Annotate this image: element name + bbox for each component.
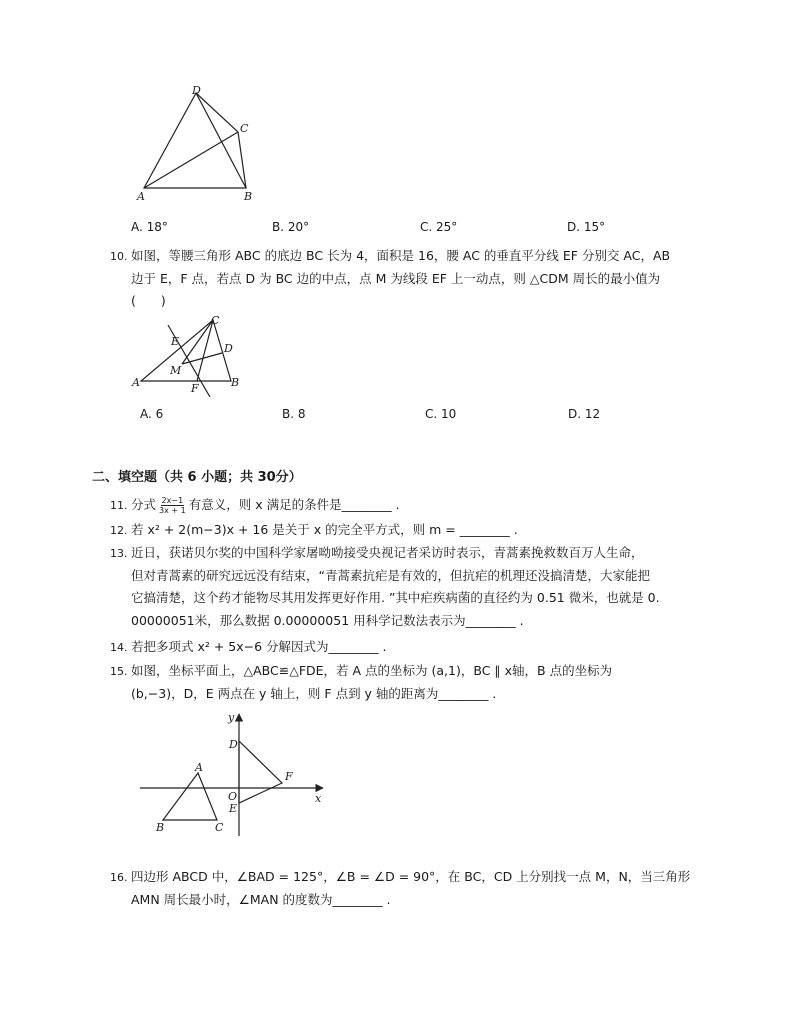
- q10-label-f: F: [191, 382, 199, 395]
- question-text-line: 如图，等腰三角形 ABC 的底边 BC 长为 4，面积是 16，腰 AC 的垂直平分线 EF 分别交 AC，AB: [131, 248, 671, 263]
- question-text-line: 它搞清楚，这个药才能物尽其用发挥更好作用. ”其中疟疾病菌的直径约为 0.51 微米，也就是 0.: [131, 590, 660, 605]
- question-text-line: 但对青蒿素的研究远远没有结束，“青蒿素抗疟是有效的，但抗疟的机理还没搞清楚，大家能把: [131, 567, 650, 583]
- question-11: [110, 494, 710, 517]
- q10-label-e: E: [171, 335, 180, 348]
- question-number: 12.: [110, 524, 128, 537]
- q9-label-a: A: [137, 190, 145, 203]
- q15-label-a: A: [195, 761, 203, 774]
- q9-option-a: A. 18°: [131, 220, 168, 234]
- q15-label-o: O: [228, 790, 238, 803]
- question-15: [110, 660, 710, 705]
- question-number: 11.: [110, 499, 128, 512]
- q11-fraction-denominator: 3x + 1: [159, 505, 186, 515]
- q15-label-c: C: [215, 821, 224, 834]
- q9-label-c: C: [240, 122, 249, 135]
- q15-figure: [135, 708, 335, 838]
- section-title: 二、填空题（共 6 小题；共 30分）: [92, 470, 302, 485]
- q15-label-f: F: [285, 770, 293, 783]
- question-13: [110, 542, 710, 632]
- question-number: 14.: [110, 641, 128, 654]
- q10-figure: [125, 312, 250, 397]
- question-text-line: 边于 E，F 点，若点 D 为 BC 边的中点，点 M 为线段 EF 上一动点，则 △CDM 周长的最小值为: [131, 270, 661, 286]
- question-text-line: 若把多项式 x² + 5x−6 分解因式为________ .: [131, 639, 387, 654]
- q15-label-b: B: [156, 821, 165, 834]
- q9-label-b: B: [244, 190, 253, 203]
- q10-label-a: A: [132, 376, 140, 389]
- q15-label-d: D: [229, 738, 238, 751]
- q9-option-d: D. 15°: [567, 220, 606, 234]
- q15-label-x: x: [315, 792, 322, 805]
- question-text-line: (b,−3)，D，E 两点在 y 轴上，则 F 点到 y 轴的距离为________ .: [131, 685, 497, 701]
- q15-triangle-abc: [163, 773, 217, 820]
- q10-option-a: A. 6: [140, 407, 164, 421]
- q10-label-b: B: [231, 376, 240, 389]
- question-16: [110, 866, 710, 911]
- q9-segment-dc: [196, 93, 238, 132]
- question-text-line: 00000051米，那么数据 0.00000051 用科学记数法表示为________ .: [131, 612, 524, 628]
- question-14: [110, 636, 710, 659]
- q9-option-c: C. 25°: [420, 220, 458, 234]
- q11-text-pre: 分式: [131, 497, 157, 512]
- q10-label-c: C: [211, 314, 220, 327]
- q10-option-c: C. 10: [425, 407, 457, 421]
- question-12: [110, 519, 710, 542]
- q11-text-post: 有意义，则 x 满足的条件是________ .: [188, 497, 400, 512]
- q15-triangle-fde: [239, 741, 282, 803]
- question-number: 16.: [110, 871, 128, 884]
- question-text-line: 四边形 ABCD 中，∠BAD = 125°，∠B = ∠D = 90°，在 BC，CD 上分别找一点 M，N，当三角形: [131, 869, 691, 884]
- q15-label-y: y: [228, 711, 235, 724]
- question-text-line: AMN 周长最小时，∠MAN 的度数为________ .: [131, 891, 391, 907]
- question-number: 15.: [110, 665, 128, 678]
- q9-options: [0, 220, 794, 240]
- q9-segment-ac: [144, 132, 238, 188]
- q10-option-b: B. 8: [282, 407, 306, 421]
- q10-label-m: M: [170, 364, 182, 377]
- q9-option-b: B. 20°: [272, 220, 310, 234]
- question-text-line: 近日，获诺贝尔奖的中国科学家屠呦呦接受央视记者采访时表示，青蒿素挽救数百万人生命，: [131, 545, 644, 560]
- q9-label-d: D: [192, 84, 201, 97]
- q10-label-d: D: [224, 342, 233, 355]
- q10-segment-fc: [197, 320, 213, 381]
- q9-triangle-dab: [144, 93, 246, 188]
- q9-figure: [130, 82, 260, 207]
- q10-option-d: D. 12: [568, 407, 601, 421]
- question-text-line: ( ): [131, 293, 166, 308]
- q10-triangle-abc: [141, 320, 231, 381]
- question-text-line: 若 x² + 2(m−3)x + 16 是关于 x 的完全平方式，则 m = ________ .: [131, 522, 518, 537]
- question-number: 10.: [110, 250, 128, 263]
- q10-options: [0, 407, 794, 427]
- question-text-line: 如图，坐标平面上，△ABC≌△FDE，若 A 点的坐标为 (a,1)，BC ∥ x轴，B 点的坐标为: [131, 663, 613, 678]
- question-number: 13.: [110, 547, 128, 560]
- q11-fraction: [159, 496, 186, 515]
- q11-fraction-numerator: 2x−1: [161, 495, 184, 505]
- question-10: [110, 245, 710, 313]
- q15-label-e: E: [229, 802, 238, 815]
